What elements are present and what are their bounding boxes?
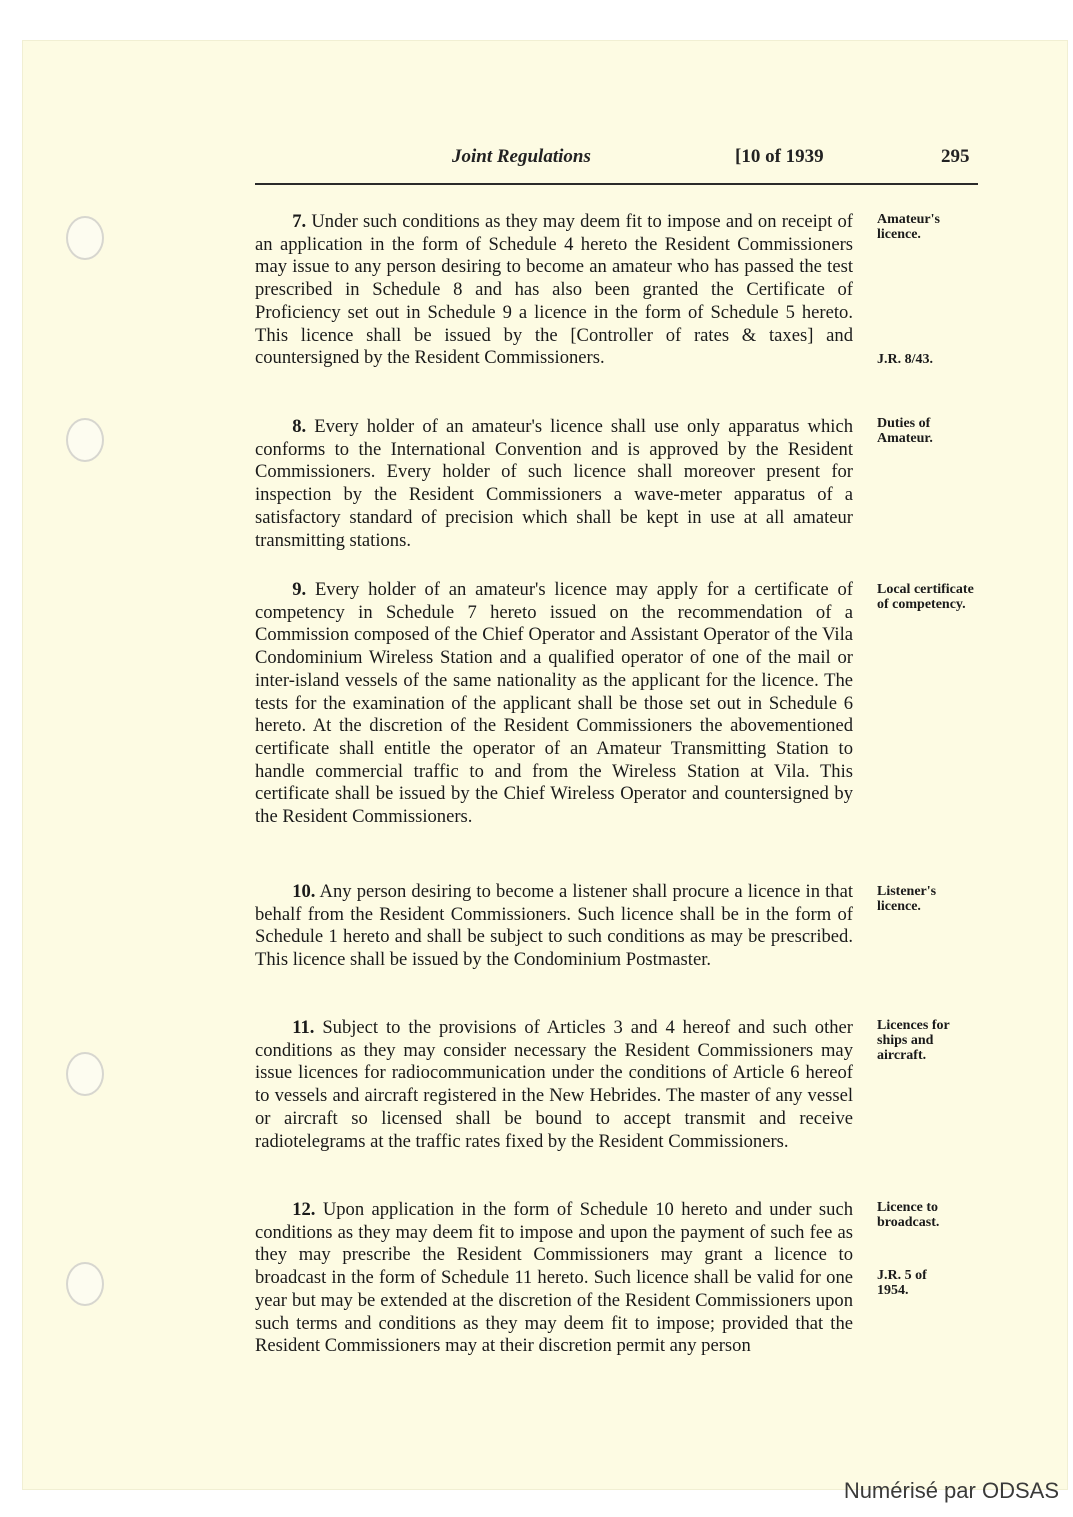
page-number: 295 — [941, 146, 970, 167]
marginal-note: Amateur's licence. — [877, 212, 940, 242]
paragraph-number: 12. — [292, 1199, 316, 1220]
paragraph-text: Every holder of an amateur's licence shall use only apparatus which conforms to the International Convention and is approved by the Resident Commissioners. Every holder of such licence shall moreover present for inspection by the Resident Commissioners a wave-meter apparatus of a satisfactory standard of precision which shall be kept in use at all amateur transmitting stations. — [255, 416, 853, 551]
punch-hole — [66, 216, 104, 260]
paragraph-8 — [255, 416, 853, 552]
header-rule — [255, 183, 978, 185]
paragraph-7 — [255, 211, 853, 370]
marginal-note: Licence to broadcast. — [877, 1200, 940, 1230]
marginal-note: J.R. 8/43. — [877, 352, 933, 367]
paragraph-11 — [255, 1017, 853, 1153]
paragraph-9 — [255, 579, 853, 829]
marginal-note: Licences for ships and aircraft. — [877, 1018, 950, 1063]
marginal-note: Local certificate of competency. — [877, 582, 974, 612]
paragraph-number: 10. — [292, 881, 316, 902]
running-title: Joint Regulations — [452, 146, 591, 167]
punch-hole — [66, 1262, 104, 1306]
paragraph-10 — [255, 881, 853, 972]
marginal-note: Duties of Amateur. — [877, 416, 933, 446]
paragraph-text: Every holder of an amateur's licence may apply for a certificate of competency in Schedule 7 hereto issued on the recommendation of a Commission composed of the Chief Operator and Assistant Operator of the Vila Condominium Wireless Station and a qualified operator of one of the mail or inter-island vessels of the same nationality as the applicant for the licence. The tests for the examination of the applicant shall be those set out in Schedule 6 hereto. At the discretion of the Resident Commissioners the abovementioned certificate shall entitle the operator of an Amateur Transmitting Station to handle commercial traffic to and from the Wireless Station at Vila. This certificate shall be issued by the Chief Wireless Operator and countersigned by the Resident Commissioners. — [255, 579, 853, 828]
marginal-note: J.R. 5 of 1954. — [877, 1268, 927, 1298]
punch-hole — [66, 1052, 104, 1096]
marginal-note: Listener's licence. — [877, 884, 937, 914]
paragraph-number: 7. — [292, 211, 307, 232]
paragraph-text: Any person desiring to become a listener shall procure a licence in that behalf from the Resident Commissioners. Such licence shall be in the form of Schedule 1 hereto and shall be subject to such conditions as may be prescribed. This licence shall be issued by the Condominium Postmaster. — [255, 881, 854, 971]
paragraph-number: 8. — [292, 416, 307, 437]
paragraph-number: 11. — [292, 1017, 315, 1038]
paragraph-number: 9. — [292, 579, 307, 600]
paragraph-text: Upon application in the form of Schedule 10 hereto and under such conditions as they may deem fit to impose and upon the payment of such fee as they may prescribe the Resident Commissioners may grant a licence to broadcast in the form of Schedule 11 hereto. Such licence shall be valid for one year but may be extended at the discretion of the Resident Commissioners upon such terms and conditions as they may deem fit to impose; provided that the Resident Commissioners may at their discretion permit any person — [255, 1199, 854, 1357]
punch-hole — [66, 418, 104, 462]
regulation-reference: [10 of 1939 — [735, 146, 824, 167]
paragraph-12 — [255, 1199, 853, 1358]
digitization-credit: Numérisé par ODSAS — [843, 1478, 1059, 1503]
paragraph-text: Under such conditions as they may deem fit to impose and on receipt of an application in the form of Schedule 4 hereto the Resident Commissioners may issue to any person desiring to become an amateur who has passed the test prescribed in Schedule 8 and has also been granted the Certificate of Proficiency set out in Schedule 9 a licence in the form of Schedule 5 hereto. This licence shall be issued by the [Controller of rates & taxes] and countersigned by the Resident Commissioners. — [255, 211, 853, 369]
paragraph-text: Subject to the provisions of Articles 3 and 4 hereof and such other conditions as they may consider necessary the Resident Commissioners may issue licences for radiocommunication under the conditions of Article 6 hereof to vessels and aircraft registered in the New Hebrides. The master of any vessel or aircraft so licensed shall be bound to accept transmit and receive radiotelegrams at the traffic rates fixed by the Resident Commissioners. — [255, 1017, 853, 1152]
